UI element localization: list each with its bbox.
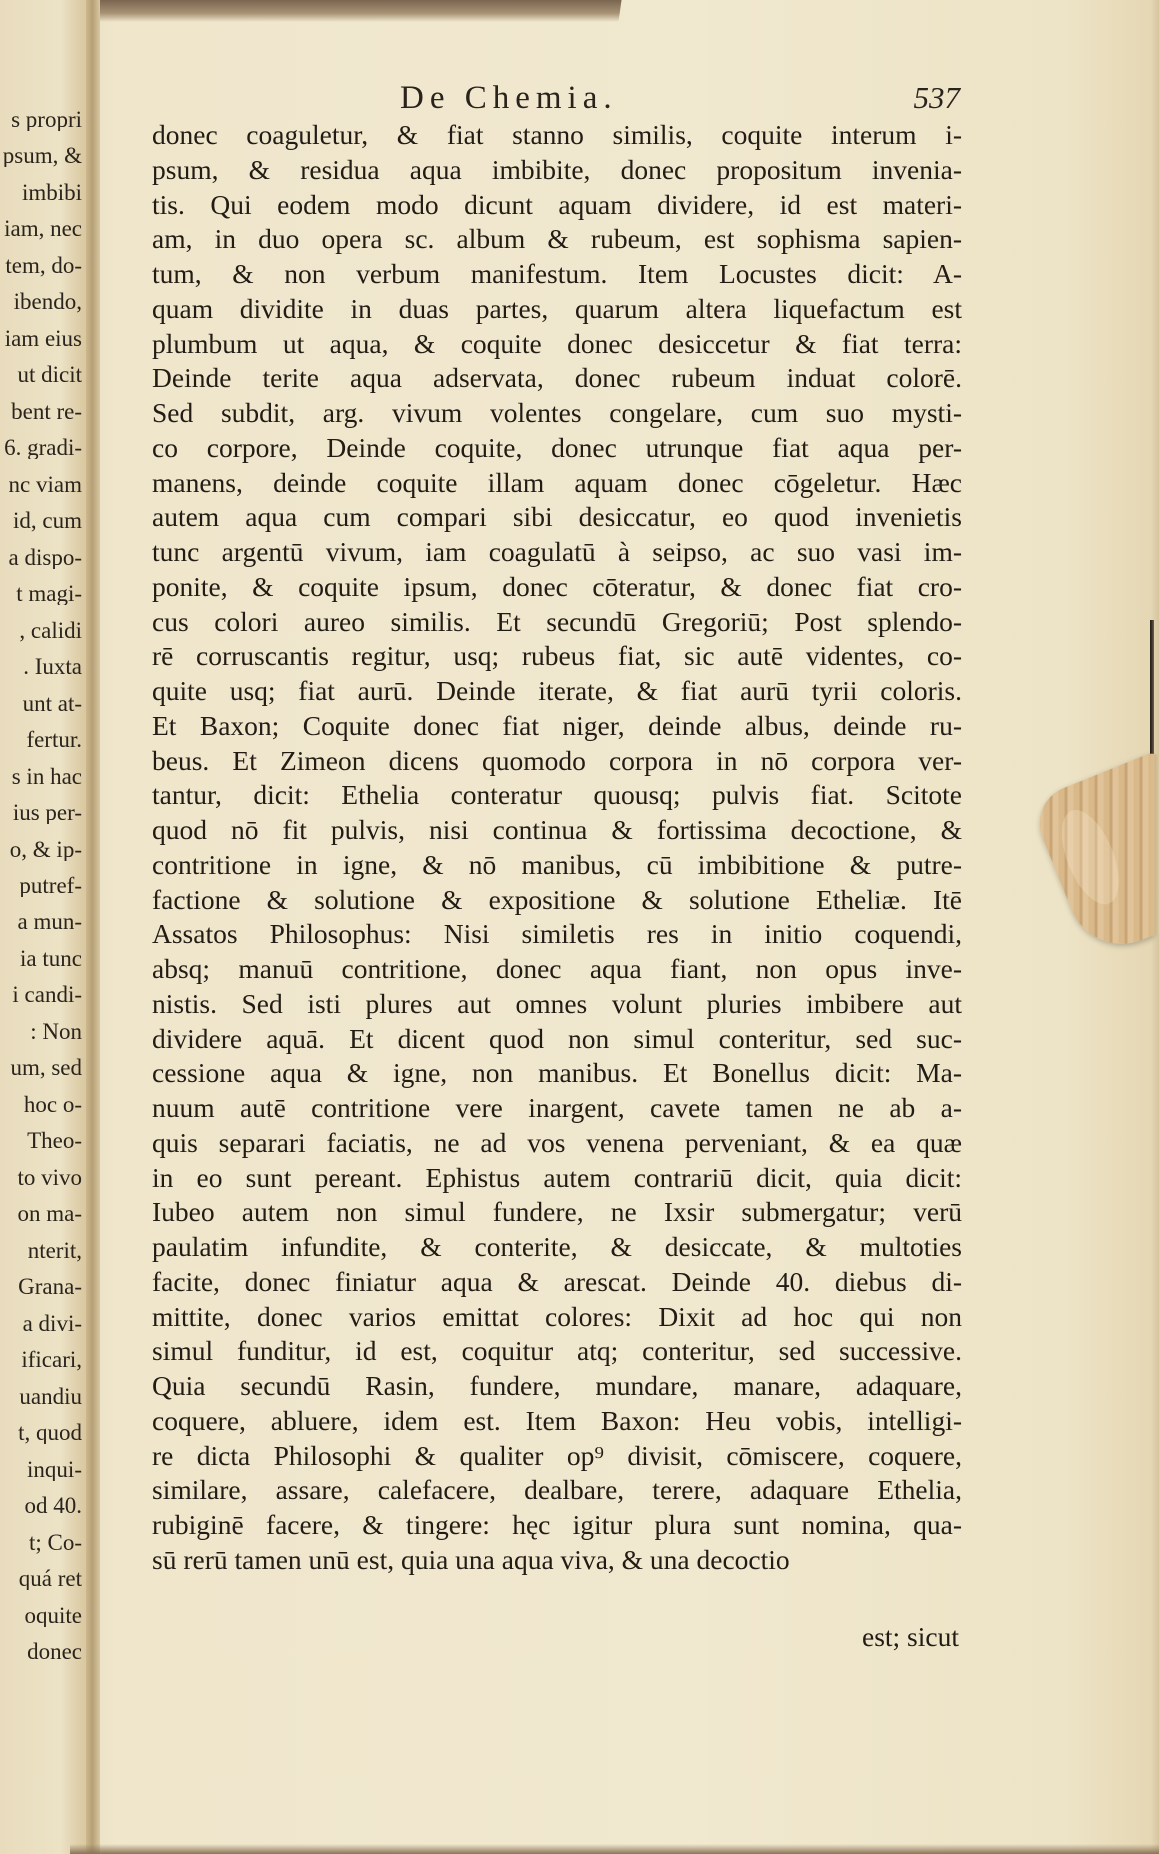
facing-page-fragment: a dispo- (8, 545, 82, 569)
facing-page-fragment: imbibi (21, 180, 82, 204)
text-line: Quia secundū Rasin, fundere, mundare, manare, adaquare, (152, 1370, 962, 1401)
facing-page-fragment: i candi- (12, 983, 82, 1007)
text-line: Deinde terite aqua adservata, donec rubeum induat colorē. (152, 362, 962, 394)
text-line: beus. Et Zimeon dicens quomodo corpora in nō corpora ver- (152, 744, 962, 776)
wooden-page-weight (1028, 750, 1159, 960)
text-line: facite, donec finiatur aqua & arescat. Deinde 40. diebus di- (152, 1265, 962, 1297)
text-line: contritione in igne, & nō manibus, cū imbibitione & putre- (152, 848, 962, 880)
facing-page-fragment: to vivo (17, 1165, 82, 1189)
facing-page-fragment: um, sed (10, 1056, 82, 1080)
facing-page-fragment: a mun- (17, 910, 82, 934)
text-line: mittite, donec varios emittat colores: Dixit ad hoc qui non (152, 1300, 962, 1332)
facing-page-fragment: unt at- (22, 691, 82, 715)
facing-page-fragment: t, quod (18, 1421, 82, 1445)
page-top-shadow (58, 0, 621, 22)
facing-page-fragment: ia tunc (20, 946, 82, 970)
main-text-block (152, 118, 962, 1578)
facing-page-fragment: iam, nec (4, 217, 82, 241)
text-line: quod nō fit pulvis, nisi continua & fortissima decoctione, & (152, 814, 962, 845)
text-line: autem aqua cum compari sibi desiccatur, eo quod invenietis (152, 501, 962, 533)
text-line: tantur, dicit: Ethelia conteratur quousq; pulvis fiat. Scitote (152, 779, 962, 811)
facing-page-margin (0, 0, 86, 1854)
text-line: rē corruscantis regitur, usq; rubeus fiat, sic autē videntes, co- (152, 640, 962, 672)
text-line: nuum autē contritione vere inargent, cavete tamen ne ab a- (152, 1092, 962, 1123)
text-line: cus colori aureo similis. Et secundū Gregoriū; Post splendo- (152, 605, 962, 637)
text-line: in eo sunt pereant. Ephistus autem contrariū dicit, quia dicit: (152, 1161, 962, 1193)
text-line: coquere, abluere, idem est. Item Baxon: Heu vobis, intelligi- (152, 1404, 962, 1436)
facing-page-fragment: nterit, (27, 1238, 82, 1262)
facing-page-fragment: ut dicit (17, 363, 82, 387)
catchword: est; sicut (861, 1621, 959, 1652)
text-line: paulatim infundite, & conterite, & desiccate, & multoties (152, 1231, 962, 1262)
text-line: dividere aquā. Et dicent quod non simul conteritur, sed suc- (152, 1022, 962, 1054)
facing-page-fragment: Theo- (27, 1129, 82, 1153)
text-line: tunc argentū vivum, iam coagulatū à seipso, ac suo vasi im- (152, 536, 962, 567)
page-bottom-shadow (70, 1844, 1159, 1854)
text-line: quam dividite in duas partes, quarum altera liquefactum est (152, 292, 962, 324)
facing-page-fragment: od 40. (24, 1494, 82, 1518)
facing-page-fragment: oquite (24, 1603, 82, 1627)
text-line: Assatos Philosophus: Nisi similetis res in initio coquendi, (152, 918, 962, 950)
text-line: donec coaguletur, & fiat stanno similis, coquite interum i- (152, 119, 962, 150)
text-line: tum, & non verbum manifestum. Item Locustes dicit: A- (152, 258, 962, 289)
facing-page-fragment: 6. gradi- (4, 436, 82, 460)
facing-page-fragment: ibendo, (13, 290, 82, 314)
text-line: am, in duo opera sc. album & rubeum, est sophisma sapien- (152, 223, 962, 255)
facing-page-fragment: a divi- (22, 1311, 82, 1335)
book-gutter (86, 0, 100, 1854)
text-line: simul funditur, id est, coquitur atq; conteritur, sed successive. (152, 1335, 962, 1367)
facing-page-fragment: quá ret (18, 1567, 82, 1591)
facing-page-fragment: ificari, (21, 1348, 82, 1372)
facing-page-fragment: . Iuxta (23, 655, 82, 679)
facing-page-fragment: o, & ip- (9, 837, 82, 861)
facing-page-fragment: hoc o- (23, 1092, 82, 1116)
fore-edge-shading (1151, 0, 1159, 1854)
text-line: nistis. Sed isti plures aut omnes volunt pluries imbibere aut (152, 987, 962, 1019)
text-line: tis. Qui eodem modo dicunt aquam dividere, id est materi- (152, 188, 962, 220)
facing-page-fragment: iam eius (4, 326, 82, 350)
text-line: psum, & residua aqua imbibite, donec propositum invenia- (152, 153, 962, 185)
facing-page-fragment: fertur. (26, 728, 82, 752)
text-line: plumbum ut aqua, & coquite donec desiccetur & fiat terra: (152, 327, 962, 359)
text-line: quis separari faciatis, ne ad vos venena perveniant, & ea quæ (152, 1126, 962, 1158)
facing-page-fragment: , calidi (19, 618, 82, 642)
text-line: cessione aqua & igne, non manibus. Et Bonellus dicit: Ma- (152, 1057, 962, 1089)
running-head: De Chemia. (400, 80, 618, 116)
facing-page-fragment: inqui- (27, 1457, 82, 1481)
facing-page-fragment: uandiu (19, 1384, 82, 1408)
facing-page-fragment: psum, & (2, 144, 82, 168)
page-number: 537 (913, 80, 960, 115)
text-line: Iubeo autem non simul fundere, ne Ixsir submergatur; verū (152, 1196, 962, 1228)
text-line: sū rerū tamen unū est, quia una aqua viva, & una decoctio (152, 1543, 790, 1575)
facing-page-fragment: t; Co- (28, 1530, 82, 1554)
text-line: ponite, & coquite ipsum, donec cōteratur, & donec fiat cro- (152, 570, 962, 602)
text-line: factione & solutione & expositione & solutione Etheliæ. Itē (152, 883, 962, 915)
facing-page-fragment: Grana- (18, 1275, 82, 1299)
facing-page-fragment: ius per- (12, 801, 82, 825)
wooden-page-weight-highlight (1050, 802, 1130, 912)
facing-page-fragment: donec (27, 1640, 82, 1663)
facing-page-fragment: t magi- (16, 582, 82, 606)
facing-page-fragment: on ma- (17, 1202, 82, 1226)
facing-page-fragment: id, cum (13, 509, 82, 533)
text-line: similare, assare, calefacere, dealbare, terere, adaquare Ethelia, (152, 1474, 962, 1506)
text-line: rubiginē facere, & tingere: hęc igitur plura sunt nomina, qua- (152, 1509, 962, 1540)
facing-page-fragment: tem, do- (5, 253, 82, 277)
text-line: Sed subdit, arg. vivum volentes congelare, cum suo mysti- (152, 397, 962, 428)
facing-page-fragment: s propri (11, 108, 82, 131)
facing-page-fragment: : Non (30, 1019, 82, 1043)
facing-page-fragment: s in hac (11, 764, 82, 788)
text-line: re dicta Philosophi & qualiter op⁹ divisit, cōmiscere, coquere, (152, 1439, 962, 1471)
text-line: manens, deinde coquite illam aquam donec cōgeletur. Hæc (152, 466, 962, 498)
text-line: quite usq; fiat aurū. Deinde iterate, & fiat aurū tyrii coloris. (152, 675, 962, 706)
text-line: absq; manuū contritione, donec aqua fiant, non opus inve- (152, 953, 962, 984)
facing-page-fragment: putref- (19, 874, 82, 897)
text-line: co corpore, Deinde coquite, donec utrunque fiat aqua per- (152, 431, 962, 463)
page-header (400, 80, 960, 120)
text-line: Et Baxon; Coquite donec fiat niger, deinde albus, deinde ru- (152, 709, 962, 741)
facing-page-fragment: nc viam (8, 472, 82, 496)
facing-page-fragment: bent re- (11, 399, 82, 423)
